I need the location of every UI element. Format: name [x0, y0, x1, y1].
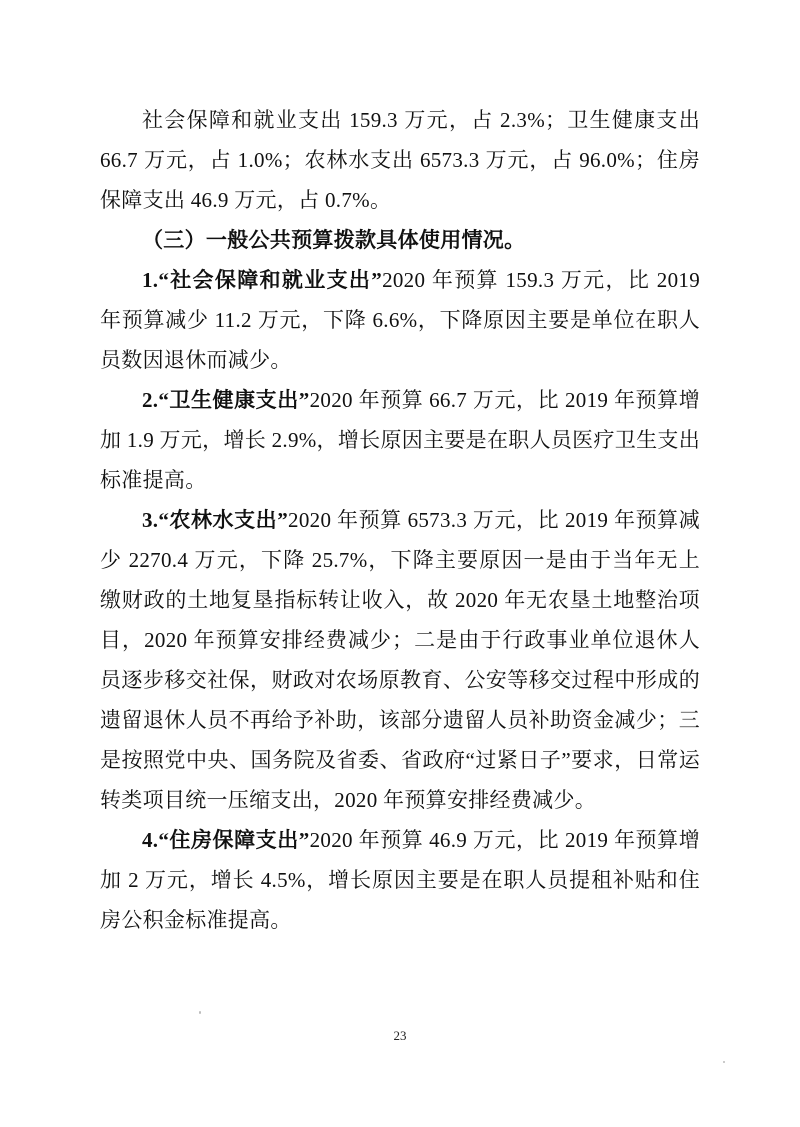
scan-artifact-speck — [199, 1011, 201, 1014]
item-4-lead: 4.“住房保障支出” — [142, 828, 310, 852]
item-paragraph-1 — [100, 260, 700, 380]
item-1-lead: 1.“社会保障和就业支出” — [142, 268, 383, 292]
page-number: 23 — [393, 1028, 407, 1043]
item-paragraph-4 — [100, 820, 700, 940]
document-body — [100, 100, 700, 940]
section-heading — [100, 220, 700, 260]
item-paragraph-3 — [100, 500, 700, 820]
intro-paragraph-text: 社会保障和就业支出 159.3 万元，占 2.3%；卫生健康支出 66.7 万元，占 1.0%；农林水支出 6573.3 万元，占 96.0%；住房保障支出 46.9 万元，占 0.7%。 — [100, 108, 700, 212]
scan-artifact-speck — [723, 1061, 725, 1063]
item-4-body: 2020 年预算 46.9 万元，比 2019 年预算增加 2 万元，增长 4.5%，增长原因主要是在职人员提租补贴和住房公积金标准提高。 — [100, 828, 700, 932]
item-3-lead: 3.“农林水支出” — [142, 508, 289, 532]
section-heading-text: （三）一般公共预算拨款具体使用情况。 — [142, 228, 526, 252]
item-paragraph-2 — [100, 380, 700, 500]
item-1-body: 2020 年预算 159.3 万元，比 2019 年预算减少 11.2 万元，下降 6.6%，下降原因主要是单位在职人员数因退休而减少。 — [100, 268, 700, 372]
item-2-body: 2020 年预算 66.7 万元，比 2019 年预算增加 1.9 万元，增长 2.9%，增长原因主要是在职人员医疗卫生支出标准提高。 — [100, 388, 700, 492]
intro-paragraph — [100, 100, 700, 220]
item-2-lead: 2.“卫生健康支出” — [142, 388, 310, 412]
item-3-body: 2020 年预算 6573.3 万元，比 2019 年预算减少 2270.4 万元，下降 25.7%，下降主要原因一是由于当年无上缴财政的土地复垦指标转让收入，故 2020 年无农垦土地整治项目，2020 年预算安排经费减少；二是由于行政事业单位退休人员逐步移交社保，财政对农场原教育、公安等移交过程中形成的遗留退休人员不再给予补助，该部分遗留人员补助资金减少；三是按照党中央、国务院及省委、省政府“过紧日子”要求，日常运转类项目统一压缩支出，2020 年预算安排经费减少。 — [100, 508, 701, 812]
